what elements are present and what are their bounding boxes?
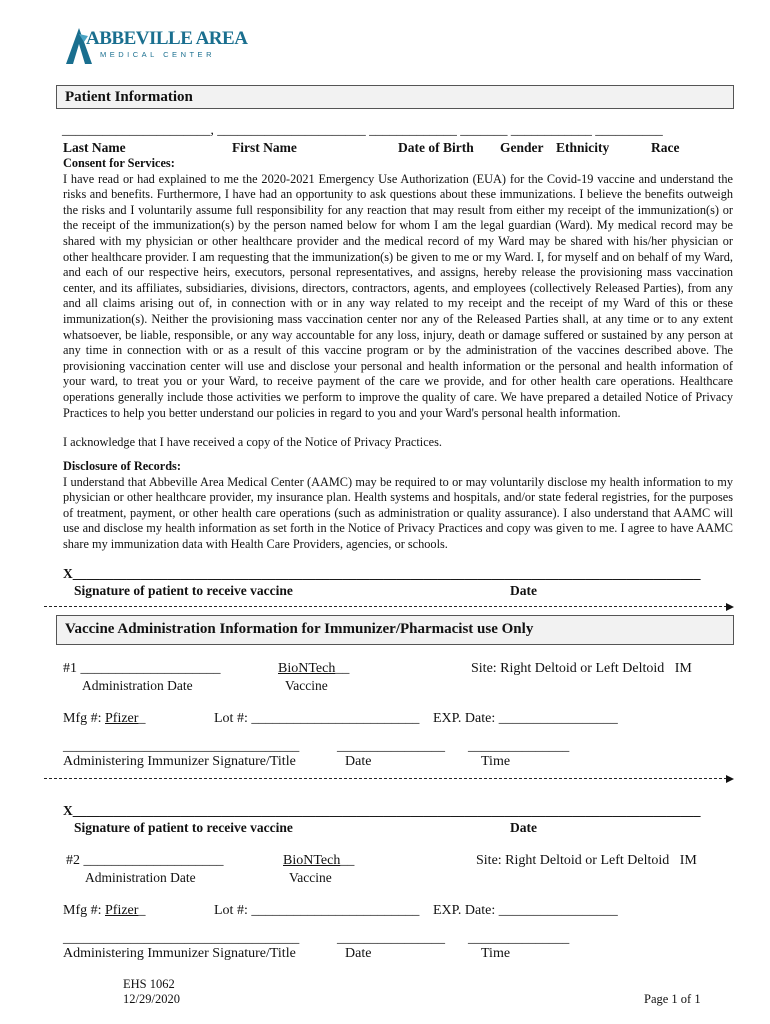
dose2-mfg — [63, 903, 145, 919]
patient-info-title: Patient Information — [65, 89, 193, 105]
dose2-exp[interactable]: EXP. Date: _________________ — [433, 903, 618, 918]
patient-info-header — [56, 85, 734, 109]
dose1-mfg-suffix: _ — [138, 711, 146, 726]
dose1-mfg-value: Pfizer — [105, 711, 139, 726]
footer-form-date: 12/29/2020 — [123, 992, 180, 1006]
dose1-vaccine-value: BioNTech — [278, 661, 336, 676]
last-name-label: Last Name — [63, 140, 126, 155]
dose1-time-line[interactable]: _______________ — [468, 738, 570, 753]
dose1-lot[interactable]: Lot #: ________________________ — [214, 711, 420, 726]
disclosure-text: I understand that Abbeville Area Medical Center (AAMC) may be required to or may voluntarily disclose my health information to my physician or other healthcare provider, my insurance plan. Health systems and hospitals, and/or state federal registries, for the purposes of treatment, payment, or other health care operations (such as administration or quality assurance). I also understand that AAMC will use and disclose my health information as set forth in the Notice of Privacy Practices and copy was given to me. I agree to have AAMC share my immunization data with Health Care Providers, agencies, or schools. — [63, 474, 733, 551]
dose1-date-line[interactable]: ________________ — [337, 738, 445, 753]
dose1-vaccine — [278, 661, 349, 677]
dose2-time-line[interactable]: _______________ — [468, 930, 570, 945]
signature-line[interactable]: X_____________________________________________________________________________________________ — [63, 566, 701, 581]
dose2-admin-date-label: Administration Date — [85, 870, 196, 885]
signature2-line[interactable]: X_____________________________________________________________________________________________ — [63, 803, 701, 818]
dose2-number[interactable]: #2 ____________________ — [66, 853, 224, 868]
footer-form-id: EHS 1062 — [123, 977, 175, 991]
dose2-lot[interactable]: Lot #: ________________________ — [214, 903, 420, 918]
dose1-mfg — [63, 711, 145, 727]
disclosure-section — [63, 459, 733, 553]
dose1-exp[interactable]: EXP. Date: _________________ — [433, 711, 618, 726]
dose1-vaccine-suffix: __ — [335, 661, 350, 676]
signature-date-label: Date — [510, 583, 537, 598]
dose1-admin-date-label: Administration Date — [82, 678, 193, 693]
logo-name: ABBEVILLE AREA — [86, 28, 248, 49]
gender-label: Gender — [500, 140, 544, 155]
signature2-label: Signature of patient to receive vaccine — [74, 820, 293, 835]
dose1-mfg-label: Mfg #: — [63, 711, 102, 726]
dose1-number[interactable]: #1 ____________________ — [63, 661, 221, 676]
dose2-site: Site: Right Deltoid or Left Deltoid IM — [476, 853, 697, 868]
dose2-time-label: Time — [481, 946, 511, 961]
dose2-sig-line[interactable]: ___________________________________ — [63, 930, 300, 945]
dose1-time-label: Time — [481, 754, 511, 769]
consent-text: I have read or had explained to me the 2020-2021 Emergency Use Authorization (EUA) for the Covid-19 vaccine and understand the risks and benefits. Furthermore, I have had an opportunity to ask questions about these immunizations. I believe the benefits outweigh the risks and I voluntarily assume full responsibility for any reaction that may result from either my receipt of the immunization(s) or the receipt of the immunization(s) by the person named below for whom I am the legal guardian (Ward). My medical record may be shared with my physician or other healthcare provider and the medical record of my Ward may be shared with his/her physician or other healthcare provider. I am requesting that the immunization(s) be given to me or my Ward. I, for myself and on behalf of my Ward, and each of our respective heirs, executors, personal representatives, and assigns, hereby release the provisioning mass vaccination center, and its affiliates, subsidiaries, divisions, directors, contractors, agents, and employees (collectively Released Parties), from any and all claims arising out of, in connection with or in any way related to my receipt and the receipt of my Ward of this or these immunization(s). Neither the provisioning mass vaccination center nor any of the Released Parties shall, at any time or to any extent whatsoever, be liable, responsible, or any way accountable for any loss, injury, death or damage suffered or sustained by any person at any time in connection with or as a result of this vaccine program or by the administration of the vaccines described above. The provisioning vaccination center will use and disclose your personal and health information or the personal and health information of your ward, to treat you or your Ward, to receive payment of the care we provide, and for other health care operations. Healthcare operations generally include those activities we perform to improve the quality of care. We have prepared a detailed Notice of Privacy Practices to help you better understand our policies in regard to you and your Ward's personal health information. — [63, 171, 733, 420]
dose2-date-line[interactable]: ________________ — [337, 930, 445, 945]
dose2-immunizer-label: Administering Immunizer Signature/Title — [63, 946, 296, 961]
acknowledge-text: I acknowledge that I have received a copy of the Notice of Privacy Practices. — [63, 435, 442, 449]
signature-label: Signature of patient to receive vaccine — [74, 583, 293, 598]
footer-page: Page 1 of 1 — [644, 992, 701, 1006]
dose2-vaccine-label: Vaccine — [289, 870, 332, 885]
cut-arrow-1-icon — [726, 603, 734, 611]
dose1-site: Site: Right Deltoid or Left Deltoid IM — [471, 661, 692, 676]
logo-subtitle: MEDICAL CENTER — [100, 50, 215, 59]
dose1-vaccine-label: Vaccine — [285, 678, 328, 693]
dob-label: Date of Birth — [398, 140, 474, 155]
dose2-vaccine — [283, 853, 354, 869]
dose2-mfg-label: Mfg #: — [63, 903, 102, 918]
cut-line-2 — [44, 778, 727, 779]
dose2-date-label: Date — [345, 946, 372, 961]
patient-fields-line: ______________________, ______________________ _____________ _______ ____________ __________ — [62, 122, 663, 137]
vaccine-admin-header — [56, 615, 734, 645]
first-name-label: First Name — [232, 140, 297, 155]
ethnicity-label: Ethnicity — [556, 140, 610, 155]
dose2-mfg-value: Pfizer — [105, 903, 139, 918]
dose2-vaccine-suffix: __ — [340, 853, 355, 868]
dose1-sig-line[interactable]: ___________________________________ — [63, 738, 300, 753]
vaccine-admin-title: Vaccine Administration Information for Immunizer/Pharmacist use Only — [65, 621, 534, 637]
dose1-immunizer-label: Administering Immunizer Signature/Title — [63, 754, 296, 769]
disclosure-heading: Disclosure of Records: — [63, 459, 181, 473]
dose2-mfg-suffix: _ — [138, 903, 146, 918]
dose1-date-label: Date — [345, 754, 372, 769]
dose2-vaccine-value: BioNTech — [283, 853, 341, 868]
signature2-date-label: Date — [510, 820, 537, 835]
race-label: Race — [651, 140, 680, 155]
consent-section — [63, 156, 733, 421]
cut-line-1 — [44, 606, 727, 607]
consent-heading: Consent for Services: — [63, 156, 175, 170]
cut-arrow-2-icon — [726, 775, 734, 783]
